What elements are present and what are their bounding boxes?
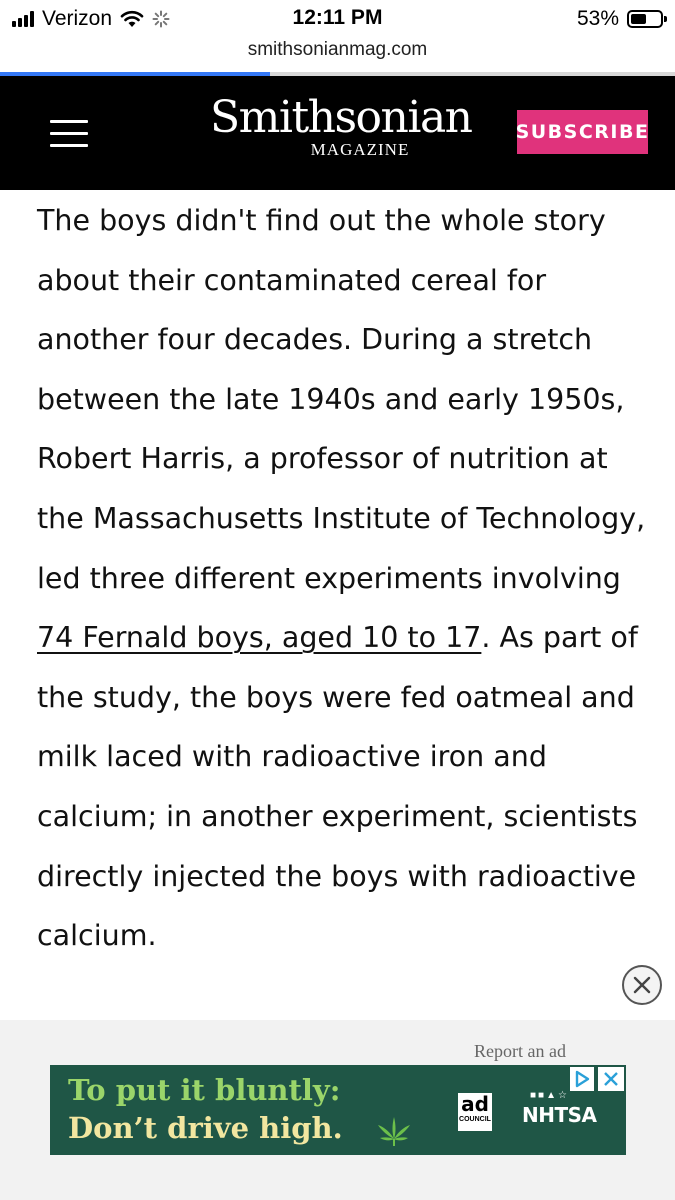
carrier-name: Verizon <box>42 7 113 30</box>
subscribe-button[interactable]: SUBSCRIBE <box>517 110 648 154</box>
logo-subtitle: MAGAZINE <box>310 140 410 159</box>
close-icon <box>632 975 652 995</box>
ad-headline-1: To put it bluntly: <box>68 1073 341 1107</box>
article-paragraph <box>37 190 647 966</box>
ad-council-logo-small: COUNCIL <box>459 1116 491 1123</box>
ad-council-logo-big: ad <box>461 1092 489 1116</box>
ad-council-logo <box>458 1093 492 1131</box>
report-ad-link[interactable]: Report an ad <box>474 1041 566 1061</box>
battery-fill <box>631 14 646 24</box>
ad-banner[interactable] <box>50 1065 626 1155</box>
ad-close-icon[interactable] <box>598 1067 624 1091</box>
status-right <box>577 6 663 32</box>
nhtsa-emblems-icon: ■■▲☆ <box>530 1090 569 1101</box>
nhtsa-logo: NHTSA <box>522 1103 597 1127</box>
logo-title: Smithsonian <box>210 92 472 143</box>
battery-percent: 53% <box>576 7 619 30</box>
cannabis-leaf-icon <box>376 1115 412 1147</box>
site-logo[interactable] <box>210 94 470 160</box>
article-text-before-link: The boys didn't find out the whole story about their contaminated cereal for another four decades. During a stretch between the late 1940s and early 1950s, Robert Harris, a professor of nutrition at the Massachusetts Institute of Technology, led three different experiments involving <box>37 204 646 595</box>
hamburger-menu-icon[interactable] <box>50 120 88 148</box>
close-ad-button[interactable] <box>622 965 662 1005</box>
status-time: 12:11 PM <box>292 6 383 29</box>
status-bar <box>0 0 675 36</box>
article-link-fernald-boys[interactable]: 74 Fernald boys, aged 10 to 17 <box>37 621 482 655</box>
adchoices-icon[interactable] <box>570 1067 594 1091</box>
battery-icon <box>627 10 663 28</box>
site-header <box>0 76 675 190</box>
article-text-after-link: . As part of the study, the boys were fed oatmeal and milk laced with radioactive iron and calcium; in another experiment, scientists directly injected the boys with radioactive calcium. <box>37 621 638 953</box>
address-bar[interactable]: smithsonianmag.com <box>0 36 675 72</box>
ad-headline-2: Don’t drive high. <box>68 1111 343 1145</box>
